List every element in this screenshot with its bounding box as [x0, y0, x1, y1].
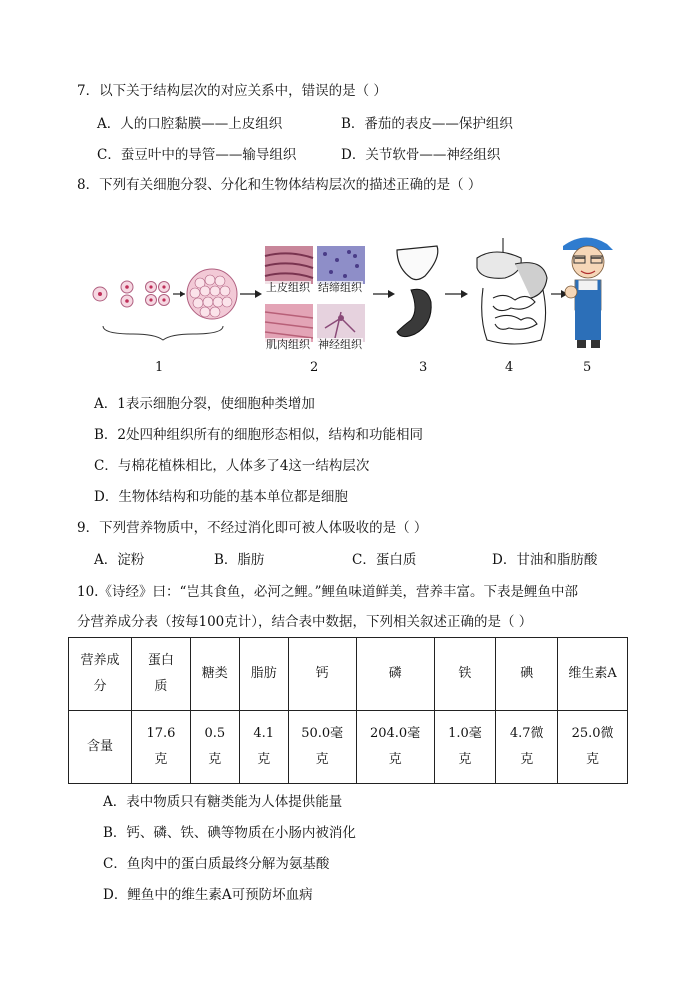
table-header-cell: 蛋白 质 [132, 638, 191, 711]
table-header-cell: 磷 [356, 638, 434, 711]
q10-stem-line1: 10.《诗经》曰：“岂其食鱼，必河之鲤。”鲤鱼味道鲜美，营养丰富。下表是鲤鱼中部 [77, 584, 579, 600]
tissue-label-muscle: 肌肉组织 [266, 338, 310, 351]
q7-option-b: B．番茄的表皮——保护组织 [341, 116, 513, 132]
tissue-label-epithelial: 上皮组织 [266, 281, 310, 294]
figure-number-1: 1 [155, 360, 164, 375]
table-cell: 50.0毫 克 [288, 711, 356, 784]
table-cell: 204.0毫 克 [356, 711, 434, 784]
table-header-cell: 维生素A [558, 638, 628, 711]
figure-number-3: 3 [419, 360, 428, 375]
table-cell: 17.6 克 [132, 711, 191, 784]
q9-stem: 9．下列营养物质中，不经过消化即可被人体吸收的是（ ） [77, 520, 428, 536]
q8-option-c: C．与棉花植株相比，人体多了4这一结构层次 [94, 458, 370, 474]
person-icon [563, 237, 613, 348]
q8-option-a: A．1表示细胞分裂，使细胞种类增加 [94, 396, 315, 412]
table-header-cell: 铁 [434, 638, 496, 711]
table-header-row [69, 638, 628, 711]
figure-number-2: 2 [310, 360, 319, 375]
q8-figure [85, 228, 625, 378]
q7-option-d: D．关节软骨——神经组织 [341, 147, 501, 163]
table-cell: 0.5 克 [190, 711, 239, 784]
tissue-label-connective: 结缔组织 [318, 281, 362, 294]
organ-icon [397, 246, 438, 337]
q9-option-b: B．脂肪 [214, 552, 265, 568]
q7-stem: 7．以下关于结构层次的对应关系中，错误的是（ ） [77, 83, 387, 99]
table-header-cell: 碘 [496, 638, 558, 711]
q8-option-d: D．生物体结构和功能的基本单位都是细胞 [94, 489, 348, 505]
q9-option-d: D．甘油和脂肪酸 [492, 552, 598, 568]
q9-option-c: C．蛋白质 [352, 552, 417, 568]
table-header-cell: 脂肪 [239, 638, 288, 711]
q10-option-c: C．鱼肉中的蛋白质最终分解为氨基酸 [103, 856, 330, 872]
figure-number-4: 4 [505, 360, 514, 375]
nutrition-table [68, 637, 628, 784]
q8-option-b: B．2处四种组织所有的细胞形态相似，结构和功能相同 [94, 427, 424, 443]
q7-option-c: C．蚕豆叶中的导管——输导组织 [97, 147, 297, 163]
table-header-cell: 营养成 分 [69, 638, 132, 711]
table-header-cell: 钙 [288, 638, 356, 711]
q7-option-a: A．人的口腔黏膜——上皮组织 [97, 116, 283, 132]
table-cell: 1.0毫 克 [434, 711, 496, 784]
structure-levels-diagram [85, 228, 625, 378]
q10-option-b: B．钙、磷、铁、碘等物质在小肠内被消化 [103, 825, 356, 841]
q10-option-a: A．表中物质只有糖类能为人体提供能量 [103, 794, 343, 810]
q10-option-d: D．鲤鱼中的维生素A可预防坏血病 [103, 887, 313, 903]
tissue-label-nerve: 神经组织 [318, 338, 362, 351]
q9-option-a: A．淀粉 [94, 552, 145, 568]
table-cell: 4.1 克 [239, 711, 288, 784]
table-cell: 4.7微 克 [496, 711, 558, 784]
digestive-system-icon [477, 238, 547, 344]
figure-number-5: 5 [583, 360, 592, 375]
table-row [69, 711, 628, 784]
cell-division-icon [93, 269, 237, 340]
table-cell: 25.0微 克 [558, 711, 628, 784]
q8-stem: 8．下列有关细胞分裂、分化和生物体结构层次的描述正确的是（ ） [77, 177, 482, 193]
table-header-cell: 糖类 [190, 638, 239, 711]
tissue-images [265, 246, 365, 342]
q10-stem-line2: 分营养成分表（按每100克计），结合表中数据，下列相关叙述正确的是（ ） [77, 614, 533, 630]
table-cell: 含量 [69, 711, 132, 784]
